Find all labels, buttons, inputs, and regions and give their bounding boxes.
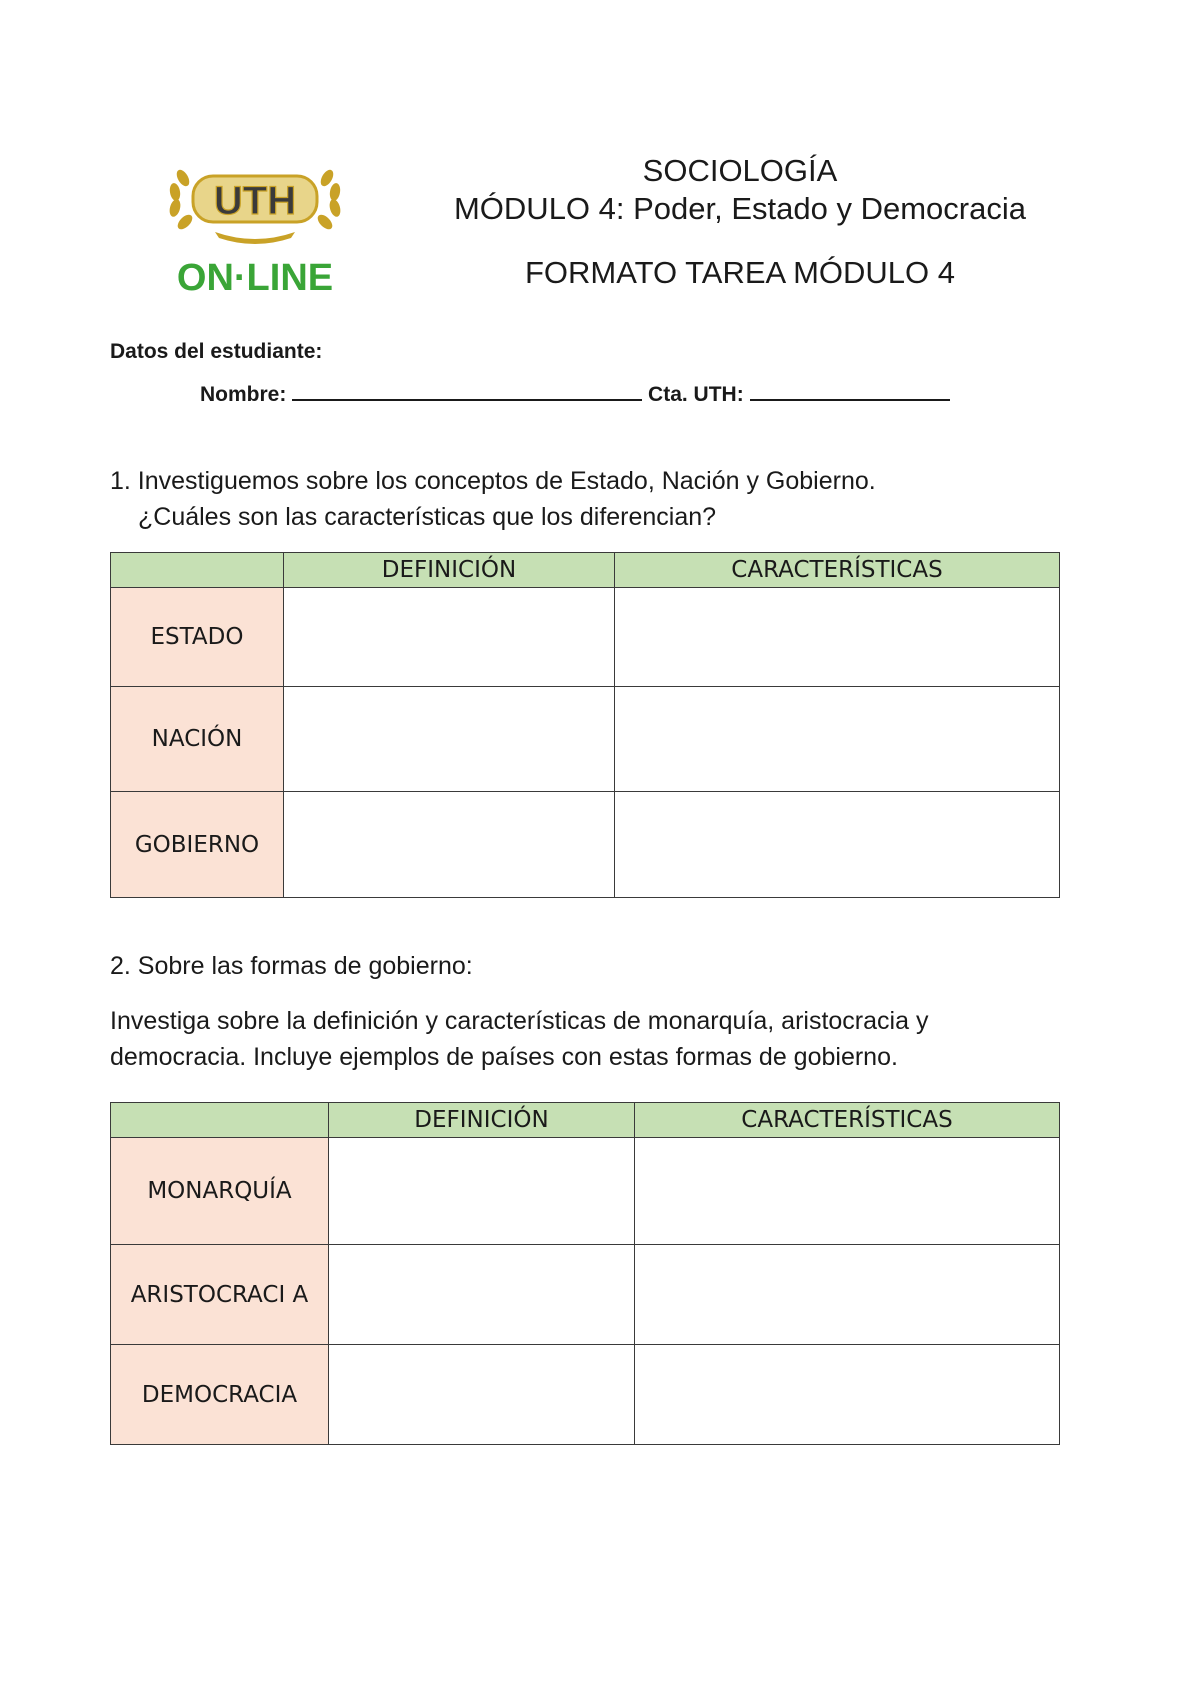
row-label-aristocracia: ARISTOCRACI A xyxy=(111,1245,329,1345)
cell-aristocracia-caracteristicas[interactable] xyxy=(635,1245,1060,1345)
cell-nacion-definicion[interactable] xyxy=(284,687,615,792)
cell-gobierno-definicion[interactable] xyxy=(284,792,615,898)
cell-democracia-definicion[interactable] xyxy=(329,1345,635,1445)
uth-online-logo xyxy=(155,148,355,298)
table-header-caracteristicas: CARACTERÍSTICAS xyxy=(615,553,1060,588)
table-header-caracteristicas: CARACTERÍSTICAS xyxy=(635,1103,1060,1138)
table-estado-nacion-gobierno xyxy=(110,552,1060,898)
row-label-gobierno: GOBIERNO xyxy=(111,792,284,898)
table-row xyxy=(111,1245,1060,1345)
table-row xyxy=(111,687,1060,792)
table-row xyxy=(111,1138,1060,1245)
cell-gobierno-caracteristicas[interactable] xyxy=(615,792,1060,898)
account-field[interactable] xyxy=(750,381,950,401)
cell-aristocracia-definicion[interactable] xyxy=(329,1245,635,1345)
course-title: SOCIOLOGÍA xyxy=(642,153,838,188)
account-label: Cta. UTH: xyxy=(648,383,744,406)
question-1-line2: ¿Cuáles son las características que los diferencian? xyxy=(138,503,717,531)
cell-nacion-caracteristicas[interactable] xyxy=(615,687,1060,792)
row-label-democracia: DEMOCRACIA xyxy=(111,1345,329,1445)
logo-bottom-text: ON·LINE xyxy=(176,257,334,298)
student-fields xyxy=(200,381,950,407)
cell-estado-definicion[interactable] xyxy=(284,588,615,687)
question-2-text: Investiga sobre la definición y características de monarquía, aristocracia y democracia. Incluye ejemplos de países con estas formas de gobierno. xyxy=(110,1007,929,1071)
name-label: Nombre: xyxy=(200,383,287,406)
question-2-heading: 2. Sobre las formas de gobierno: xyxy=(110,952,473,980)
student-data-label: Datos del estudiante: xyxy=(110,340,323,363)
table-row xyxy=(111,792,1060,898)
table-row xyxy=(111,588,1060,687)
table-header-empty xyxy=(111,553,284,588)
table-header-empty xyxy=(111,1103,329,1138)
table-header-definicion: DEFINICIÓN xyxy=(284,553,615,588)
cell-monarquia-definicion[interactable] xyxy=(329,1138,635,1245)
cell-monarquia-caracteristicas[interactable] xyxy=(635,1138,1060,1245)
row-label-nacion: NACIÓN xyxy=(111,687,284,792)
module-title: MÓDULO 4: Poder, Estado y Democracia xyxy=(453,191,1026,226)
table-header-definicion: DEFINICIÓN xyxy=(329,1103,635,1138)
row-label-estado: ESTADO xyxy=(111,588,284,687)
name-field[interactable] xyxy=(292,381,642,401)
cell-democracia-caracteristicas[interactable] xyxy=(635,1345,1060,1445)
row-label-monarquia: MONARQUÍA xyxy=(111,1138,329,1245)
logo-top-text: UTH xyxy=(213,179,297,223)
document-header xyxy=(430,152,1050,292)
format-title: FORMATO TAREA MÓDULO 4 xyxy=(524,255,956,290)
table-formas-de-gobierno xyxy=(110,1102,1060,1445)
table-row xyxy=(111,1345,1060,1445)
question-1-line1: 1. Investiguemos sobre los conceptos de Estado, Nación y Gobierno. xyxy=(110,467,876,495)
cell-estado-caracteristicas[interactable] xyxy=(615,588,1060,687)
question-1 xyxy=(110,463,876,535)
